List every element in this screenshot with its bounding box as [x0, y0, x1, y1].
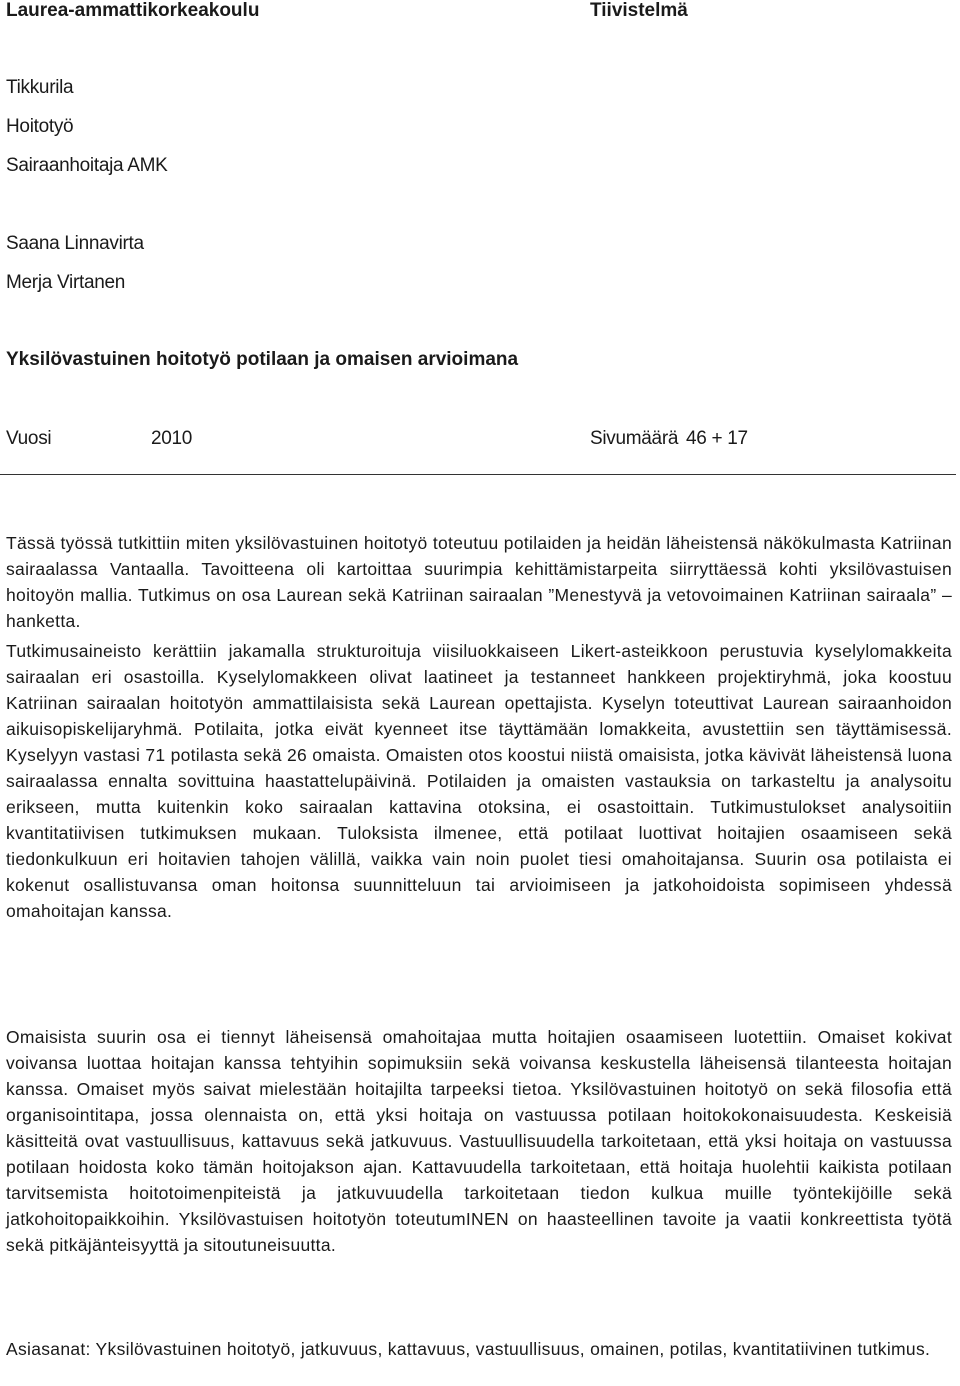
keywords: Asiasanat: Yksilövastuinen hoitotyö, jatkuvuus, kattavuus, vastuullisuus, omainen, potilas, kvantitatiivinen tutkimus. — [6, 1339, 931, 1359]
pages-label: Sivumäärä — [590, 428, 679, 449]
campus: Tikkurila — [6, 77, 74, 98]
abstract-paragraph-2: Tutkimusaineisto kerättiin jakamalla strukturoituja viisiluokkaiseen Likert-asteikkoon perustuvia kyselylomakkeita sairaalan eri osastoilla. Kyselylomakkeen olivat laatineet ja testanneet hankkeen projektiryhmä, joka koostuu Katriinan sairaalan hoitotyön ammattilaisista sekä Laurean opettajista. Kyselyn toteuttivat Laurean sairaanhoidon aikuisopiskelijaryhmä. Potilaita, jotka eivät kyenneet itse täyttämään lomakkeita, avustettiin sen täyttämisessä. Kyselyyn vastasi 71 potilasta sekä 26 omaista. Omaisten otos koostui niistä omaisista, jotka kävivät läheistensä luona sairaalassa ennalta sovittuina haastattelupäivinä. Potilaiden ja omaisten vastauksia on tarkasteltu ja analysoitu erikseen, mutta kuitenkin koko sairaalan kattavina otoksina, ei osastoittain. Tutkimustulokset analysoitiin kvantitatiivisen tutkimuksen mukaan. Tuloksista ilmenee, että potilaat luottivat hoitajien osaamiseen sekä tiedonkulkuun eri hoitavien tahojen välillä, vaikka vain noin puolet tiesi omahoitajansa. Suurin osa potilaista ei kokenut osallistuvansa oman hoitonsa suunnitteluun tai arvioimiseen ja jatkohoidoista sopimiseen yhdessä omahoitajan kanssa. — [6, 641, 952, 921]
author: Saana Linnavirta — [6, 233, 144, 254]
degree: Sairaanhoitaja AMK — [6, 155, 168, 176]
institution-name: Laurea-ammattikorkeakoulu — [6, 0, 260, 21]
year-value: 2010 — [151, 428, 193, 449]
author: Merja Virtanen — [6, 272, 126, 293]
abstract-paragraph-1: Tässä työssä tutkittiin miten yksilövastuinen hoitotyö toteutuu potilaiden ja heidän läheistensä näkökulmasta Katriinan sairaalassa Vantaalla. Tavoitteena oli kartoittaa suurimpia kehittämistarpeita siirryttäessä kohti yksilövastuisen hoitoyön mallia. Tutkimus on osa Laurean sekä Katriinan sairaalan ”Menestyvä ja vetovoimainen Katriinan sairaala” –hanketta. — [6, 533, 952, 631]
pages-value: 46 + 17 — [686, 428, 748, 449]
thesis-title: Yksilövastuinen hoitotyö potilaan ja omaisen arvioimana — [6, 349, 519, 370]
document-type: Tiivistelmä — [590, 0, 688, 21]
year-label: Vuosi — [6, 428, 52, 449]
abstract-paragraph-3: Omaisista suurin osa ei tiennyt läheisensä omahoitajaa mutta hoitajien osaamiseen luotettiin. Omaiset kokivat voivansa luottaa hoitajan kanssa tehtyihin sopimuksiin sekä voivansa keskustella läheisensä tilanteesta hoitajan kanssa. Omaiset myös saivat mielestään hoitajilta tarpeeksi tietoa. Yksilövastuinen hoitotyö on sekä filosofia että organisointitapa, jossa olennaista on, että yksi hoitaja on vastuussa potilaan hoitokokonaisuudesta. Keskeisiä käsitteitä ovat vastuullisuus, kattavuus sekä jatkuvuus. Vastuullisuudella tarkoitetaan, että yksi hoitaja on vastuussa potilaan hoidosta koko tämän hoitojakson ajan. Kattavuudella tarkoitetaan, että hoitaja huolehtii kaikista potilaan tarvitsemista hoitotoimenpiteistä ja jatkuvuudella tarkoitetaan tiedon kulkua muille työntekijöille sekä jatkohoitopaikkoihin. Yksilövastuisen hoitotyön toteutumINEN on haasteellinen tavoite ja vaatii konkreettista työtä sekä pitkäjänteisyyttä ja sitoutuneisuutta. — [6, 1027, 952, 1255]
degree-programme: Hoitotyö — [6, 116, 74, 137]
separator-rule — [0, 474, 956, 475]
